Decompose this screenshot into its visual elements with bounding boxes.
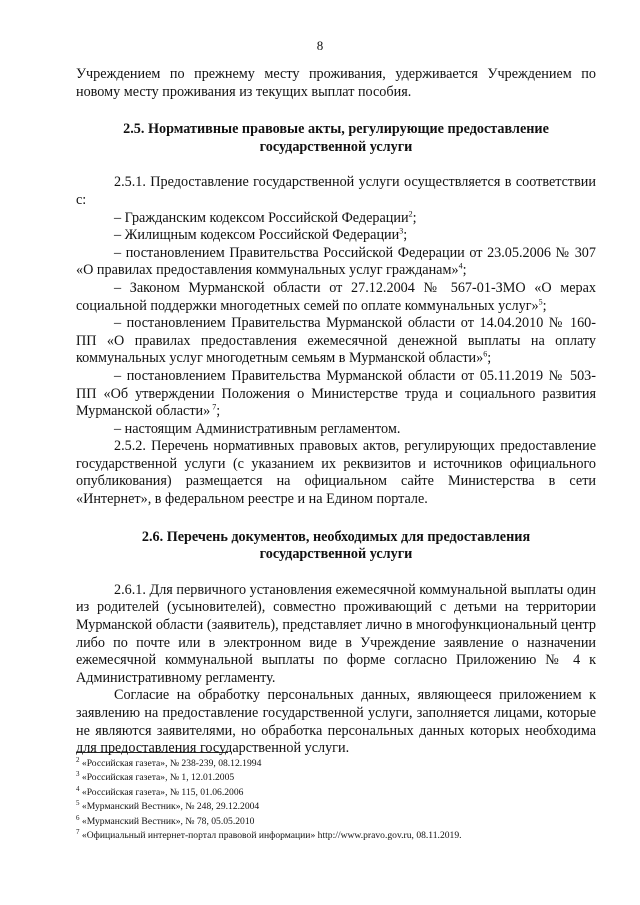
list-item: – постановлением Правительства Мурманской области от 14.04.2010 № 160-ПП «О правилах предоставления ежемесячной денежной выплаты на оплату коммунальных услуг многодетным семьям в Мурманской области»$^6$; — [76, 315, 596, 367]
list-item: – постановлением Правительства Мурманской области от 05.11.2019 № 503-ПП «Об утверждении Положения о Министерстве труда и социального развития Мурманской области» $^7$; — [76, 367, 596, 420]
section-2-5-heading-line1: 2.5. Нормативные правовые акты, регулирующие предоставление — [123, 121, 549, 138]
section-2-5-heading-line2: государственной услуги — [259, 138, 413, 155]
footnote-ref[interactable]: 6 — [483, 349, 488, 359]
footnote: $^7$ «Официальный интернет-портал правовой информации» http://www.pravo.gov.ru, 08.11.2019. — [76, 827, 462, 842]
legal-acts-list — [76, 210, 596, 439]
footnote-ref[interactable]: 4 — [458, 261, 463, 271]
footnote-separator — [76, 752, 228, 753]
list-item: – Гражданским кодексом Российской Федерации$^2$; — [114, 208, 417, 226]
footnotes — [76, 757, 596, 843]
footnote-ref[interactable]: 7 — [210, 402, 217, 412]
footnote: $^5$ «Мурманский Вестник», № 248, 29.12.2004 — [76, 799, 260, 813]
footnote: $^2$ «Российская газета», № 238-239, 08.12.1994 — [76, 755, 262, 769]
footnote-ref[interactable]: 3 — [399, 226, 404, 236]
footnote: $^4$ «Российская газета», № 115, 01.06.2006 — [76, 784, 244, 798]
paragraph-2-5-2: 2.5.2. Перечень нормативных правовых актов, регулирующих предоставление государственной услуги (с указанием их реквизитов и источников официального опубликования) размещается на официальном сайте Министерства в сети «Интернет», в федеральном реестре и на Едином портале. — [76, 438, 596, 508]
footnote: $^3$ «Российская газета», № 1, 12.01.2005 — [76, 770, 235, 784]
paragraph-consent: Согласие на обработку персональных данных, являющееся приложением к заявлению на предоставление государственной услуги, заполняется лицами, которые не являются заявителями, но обработка персональных данных которых необходима для предоставления государственной услуги. — [76, 687, 596, 757]
list-item: – настоящим Административным регламентом. — [114, 420, 401, 437]
footnote: $^6$ «Мурманский Вестник», № 78, 05.05.2010 — [76, 813, 255, 827]
list-item: – постановлением Правительства Российской Федерации от 23.05.2006 № 307 «О правилах предоставления коммунальных услуг гражданам»$^4$; — [76, 244, 596, 279]
footnote-ref[interactable]: 2 — [408, 208, 413, 218]
intro-paragraph: Учреждением по прежнему месту проживания, удерживается Учреждением по новому месту проживания из текущих выплат пособия. — [76, 66, 596, 100]
paragraph-2-6-1: 2.6.1. Для первичного установления ежемесячной коммунальной выплаты один из родителей (усыновителей), совместно проживающий с детьми на территории Мурманской области (заявитель), представляет лично в многофункциональный центр либо по почте или в электронном виде в Учреждение заявление о назначении ежемесячной коммунальной выплаты по форме согласно Приложению № 4 к Административному регламенту. — [76, 581, 596, 686]
section-2-6-heading — [76, 529, 596, 564]
list-item: – Жилищным кодексом Российской Федерации$^3$; — [114, 226, 408, 244]
list-item: – Законом Мурманской области от 27.12.2004 № 567-01-ЗМО «О мерах социальной поддержки многодетных семей по оплате коммунальных услуг»$^5$; — [76, 279, 596, 314]
document-body — [76, 66, 596, 758]
footnote-ref[interactable]: 5 — [538, 296, 543, 306]
section-2-5-heading — [76, 121, 596, 156]
section-2-6-heading-line1: 2.6. Перечень документов, необходимых для предоставления — [141, 528, 531, 545]
section-2-6-heading-line2: государственной услуги — [259, 546, 413, 563]
page-number: 8 — [316, 38, 324, 53]
paragraph-2-5-1: 2.5.1. Предоставление государственной услуги осуществляется в соответствии с: — [76, 174, 596, 208]
